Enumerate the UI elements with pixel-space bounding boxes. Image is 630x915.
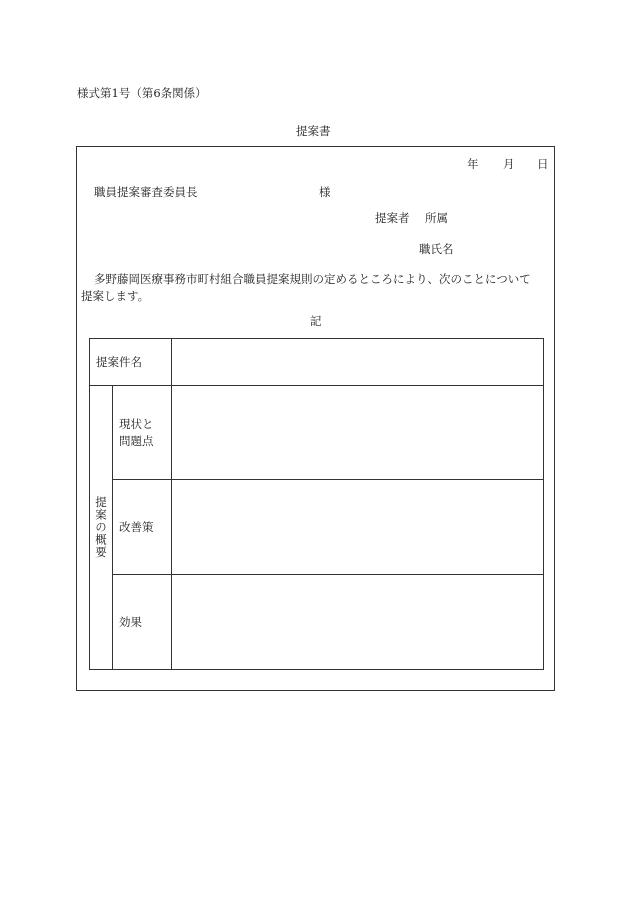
subject-label: 提案件名 (96, 355, 142, 369)
improvement-label: 改善策 (119, 520, 154, 534)
position-name-label: 職氏名 (419, 242, 454, 256)
current-input-cell[interactable] (172, 386, 544, 480)
subject-label-cell (90, 339, 172, 386)
effect-label: 効果 (119, 615, 142, 629)
document-title: 提案書 (296, 124, 331, 138)
affiliation-label: 所属 (425, 211, 448, 225)
improvement-label-cell (113, 480, 172, 575)
honorific: 様 (319, 185, 331, 199)
proposal-table (89, 338, 544, 670)
summary-label-cell (90, 386, 113, 670)
body-text-line2: 提案します。 (81, 289, 150, 303)
proposer-label: 提案者 (375, 211, 410, 225)
ki-heading: 記 (310, 314, 322, 328)
current-row (90, 386, 544, 480)
current-label-line1: 現状と (119, 416, 154, 431)
effect-label-cell (113, 575, 172, 670)
addressee: 職員提案審査委員長 (94, 185, 198, 199)
current-label-line2: 問題点 (119, 433, 154, 448)
date-month: 月 (503, 157, 515, 171)
improvement-row (90, 480, 544, 575)
date-day: 日 (537, 157, 549, 171)
date-year: 年 (467, 157, 479, 171)
improvement-input-cell[interactable] (172, 480, 544, 575)
body-text-line1: 多野藤岡医療事務市町村組合職員提案規則の定めるところにより、次のことについて (94, 272, 531, 286)
subject-input-cell[interactable] (172, 339, 544, 386)
effect-input-cell[interactable] (172, 575, 544, 670)
form-number: 様式第1号（第6条関係） (77, 86, 207, 100)
effect-row (90, 575, 544, 670)
summary-label: 提案の概要 (94, 496, 108, 559)
current-label-cell (113, 386, 172, 480)
subject-row (90, 339, 544, 386)
